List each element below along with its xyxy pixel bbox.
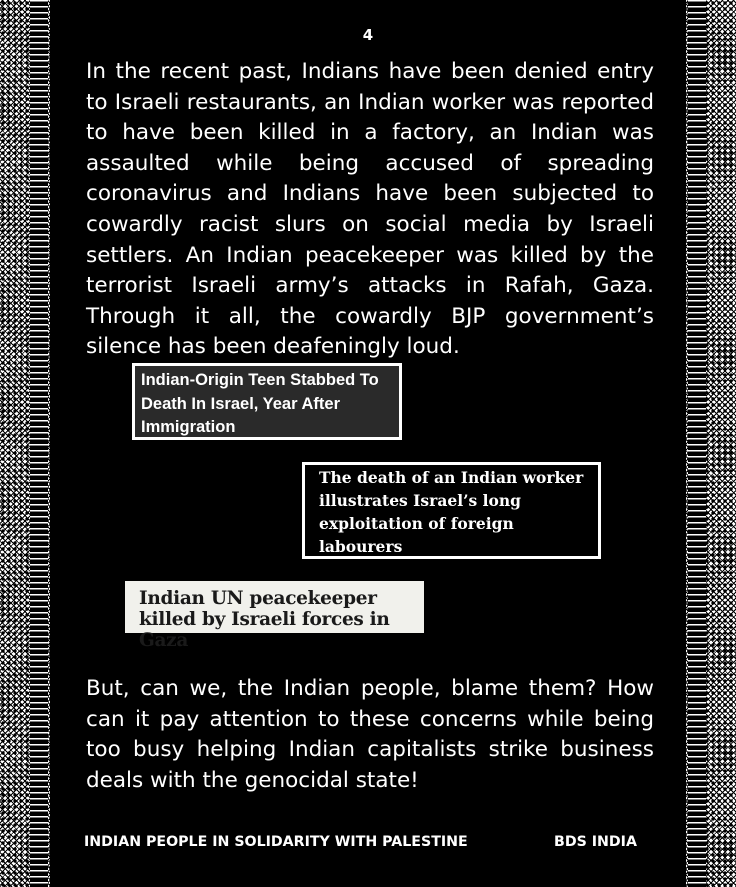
headline-clipping-worker-death: The death of an Indian worker illustrates Israel’s long exploitation of foreign labourers bbox=[302, 462, 601, 559]
right-decorative-border bbox=[686, 0, 736, 887]
paragraph-conclusion: But, can we, the Indian people, blame them? How can it pay attention to these concerns while being too busy helping Indian capitalists strike business deals with the genocidal state! bbox=[86, 676, 654, 793]
page-number: 4 bbox=[362, 26, 374, 44]
headline-clipping-peacekeeper: Indian UN peacekeeper killed by Israeli forces in Gaza bbox=[125, 581, 424, 633]
left-border-band bbox=[30, 0, 48, 887]
paragraph-intro: In the recent past, Indians have been denied entry to Israeli restaurants, an Indian worker was reported to have been killed in a factory, an Indian was assaulted while being accused of spreading coronavirus and Indians have been subjected to cowardly racist slurs on social media by Israeli settlers. An Indian peacekeeper was killed by the terrorist Israeli army’s attacks in Rafah, Gaza. Through it all, the cowardly BJP government’s silence has been deafeningly loud. bbox=[86, 59, 654, 360]
right-border-band bbox=[688, 0, 706, 887]
footer-campaign: BDS INDIA bbox=[554, 834, 637, 850]
headline-clipping-teen-stabbed: Indian-Origin Teen Stabbed To Death In Israel, Year After Immigration bbox=[132, 363, 402, 440]
left-decorative-border bbox=[0, 0, 50, 887]
footer-organization: INDIAN PEOPLE IN SOLIDARITY WITH PALESTINE bbox=[84, 834, 468, 850]
